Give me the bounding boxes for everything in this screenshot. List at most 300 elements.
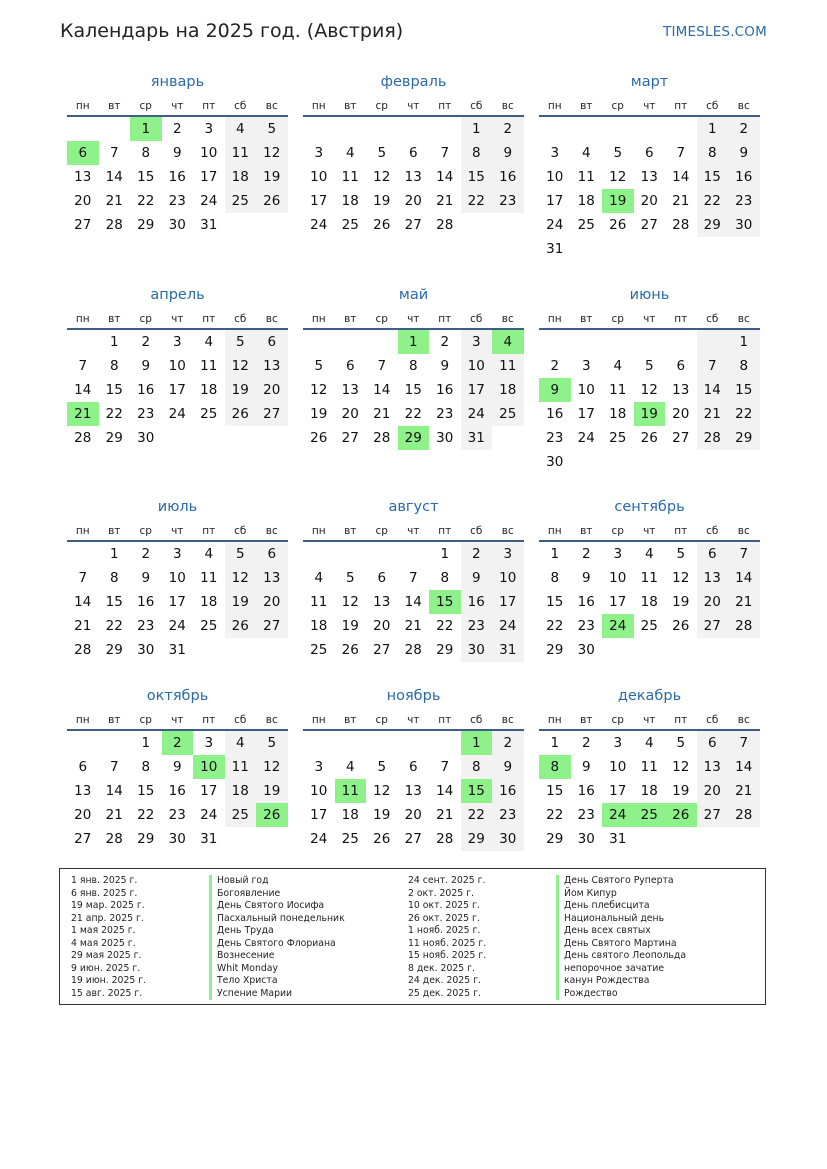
- day-cell: 21: [728, 590, 760, 614]
- day-cell: 18: [341, 193, 359, 209]
- empty-cell: [193, 426, 225, 450]
- weekday-label: пт: [674, 525, 688, 537]
- day-cell: 13: [341, 382, 359, 398]
- empty-cell: [634, 117, 666, 141]
- day-cell: 26: [341, 642, 359, 658]
- day-cell: 6: [408, 145, 418, 161]
- day-cell: 17: [609, 594, 627, 610]
- empty-cell: [256, 213, 288, 237]
- day-cell: 17: [609, 783, 627, 799]
- day-cell: 25: [577, 217, 595, 233]
- day-cell: 17: [168, 382, 186, 398]
- day-cell: 15: [105, 594, 123, 610]
- weekday-label: чт: [643, 100, 656, 112]
- day-grid: [303, 117, 524, 237]
- day-cell: 22: [728, 402, 760, 426]
- weekday-label: вс: [501, 714, 514, 726]
- day-cell: 31: [200, 217, 218, 233]
- day-cell: 14: [74, 594, 92, 610]
- day-cell: 5: [256, 731, 288, 755]
- day-cell: 24: [310, 217, 328, 233]
- weekday-label: пн: [75, 525, 90, 537]
- weekday-label: вт: [344, 313, 357, 325]
- day-cell: 29: [461, 827, 493, 851]
- day-cell: 22: [546, 618, 564, 634]
- empty-cell: [99, 731, 131, 755]
- empty-cell: [303, 542, 335, 566]
- day-cell: 5: [644, 358, 654, 374]
- day-cell: 6: [697, 731, 729, 755]
- day-cell: 12: [310, 382, 328, 398]
- day-cell: 12: [609, 169, 627, 185]
- day-cell: 15: [137, 169, 155, 185]
- day-cell: 3: [613, 546, 623, 562]
- day-cell: 7: [78, 358, 88, 374]
- weekday-label: ср: [375, 100, 388, 112]
- day-grid: [303, 542, 524, 662]
- day-cell: 9: [172, 759, 182, 775]
- day-cell: 28: [373, 430, 391, 446]
- day-cell: 7: [109, 145, 119, 161]
- day-cell: 6: [345, 358, 355, 374]
- day-cell: 5: [613, 145, 623, 161]
- day-cell: 8: [141, 145, 151, 161]
- day-cell: 14: [105, 783, 123, 799]
- day-cell: 8: [461, 755, 493, 779]
- day-cell: 3: [461, 330, 493, 354]
- empty-cell: [366, 330, 398, 354]
- day-cell: 1: [697, 117, 729, 141]
- day-cell: 7: [78, 570, 88, 586]
- empty-cell: [634, 827, 666, 851]
- day-cell: 11: [200, 570, 218, 586]
- day-cell: 30: [168, 217, 186, 233]
- day-cell: 21: [436, 807, 454, 823]
- day-cell: 24: [461, 402, 493, 426]
- empty-cell: [634, 450, 666, 474]
- holiday-date: 24 дек. 2025 г.: [408, 975, 481, 986]
- weekday-header: [539, 523, 760, 542]
- day-cell: 4: [314, 570, 324, 586]
- day-cell: 15: [429, 590, 461, 614]
- weekday-label: ср: [139, 100, 152, 112]
- weekday-label: вт: [580, 313, 593, 325]
- holiday-name: Whit Monday: [209, 963, 345, 976]
- month-name: июль: [157, 499, 198, 515]
- holiday-name: канун Рождества: [556, 975, 686, 988]
- day-cell: 22: [105, 406, 123, 422]
- day-cell: 14: [74, 382, 92, 398]
- month-block: [303, 285, 524, 450]
- day-cell: 26: [256, 189, 288, 213]
- empty-cell: [728, 638, 760, 662]
- day-cell: 26: [609, 217, 627, 233]
- weekday-label: ср: [611, 714, 624, 726]
- day-cell: 19: [256, 779, 288, 803]
- day-cell: 14: [436, 169, 454, 185]
- weekday-header: [303, 523, 524, 542]
- holiday-name: День святого Леопольда: [556, 950, 686, 963]
- empty-cell: [225, 213, 257, 237]
- weekday-label: чт: [171, 525, 184, 537]
- day-cell: 3: [613, 735, 623, 751]
- day-cell: 11: [310, 594, 328, 610]
- day-cell: 21: [728, 779, 760, 803]
- day-cell: 4: [225, 117, 257, 141]
- weekday-label: пт: [674, 100, 688, 112]
- day-cell: 18: [200, 594, 218, 610]
- day-cell: 16: [461, 590, 493, 614]
- empty-cell: [335, 117, 367, 141]
- empty-cell: [665, 237, 697, 261]
- holiday-name: Национальный день: [556, 913, 686, 926]
- day-cell: 10: [492, 566, 524, 590]
- day-cell: 22: [697, 189, 729, 213]
- empty-cell: [398, 542, 430, 566]
- day-cell: 14: [373, 382, 391, 398]
- day-cell: 18: [200, 382, 218, 398]
- brand-link[interactable]: TIMESLES.COM: [663, 24, 767, 40]
- day-cell: 3: [492, 542, 524, 566]
- day-cell: 26: [225, 614, 257, 638]
- day-cell: 9: [492, 755, 524, 779]
- holiday-date: 24 сент. 2025 г.: [408, 875, 486, 886]
- day-cell: 4: [345, 145, 355, 161]
- weekday-header: [303, 712, 524, 731]
- day-cell: 4: [644, 546, 654, 562]
- empty-cell: [67, 117, 99, 141]
- holiday-date: 29 мая 2025 г.: [71, 950, 142, 961]
- day-cell: 8: [539, 755, 571, 779]
- day-cell: 16: [137, 382, 155, 398]
- day-cell: 9: [141, 570, 151, 586]
- day-cell: 14: [728, 566, 760, 590]
- month-block: [539, 285, 760, 474]
- day-cell: 10: [577, 382, 595, 398]
- legend-names-right: [556, 875, 686, 1000]
- weekday-label: сб: [706, 313, 719, 325]
- day-cell: 15: [404, 382, 422, 398]
- month-name: февраль: [380, 74, 447, 90]
- day-cell: 23: [728, 189, 760, 213]
- day-cell: 25: [225, 803, 257, 827]
- day-cell: 9: [581, 759, 591, 775]
- day-cell: 24: [168, 406, 186, 422]
- holiday-name: День всех святых: [556, 925, 686, 938]
- weekday-label: пн: [311, 313, 326, 325]
- day-cell: 4: [345, 759, 355, 775]
- day-cell: 3: [172, 546, 182, 562]
- weekday-label: вс: [737, 100, 750, 112]
- weekday-label: пт: [202, 100, 216, 112]
- weekday-label: пн: [75, 313, 90, 325]
- day-cell: 20: [697, 590, 729, 614]
- month-block: [67, 72, 288, 237]
- month-name: август: [388, 499, 439, 515]
- empty-cell: [193, 638, 225, 662]
- day-cell: 23: [168, 807, 186, 823]
- weekday-label: вт: [108, 100, 121, 112]
- day-cell: 18: [225, 165, 257, 189]
- day-cell: 23: [461, 614, 493, 638]
- day-cell: 23: [546, 430, 564, 446]
- day-cell: 21: [105, 807, 123, 823]
- day-cell: 26: [665, 803, 697, 827]
- day-cell: 7: [697, 354, 729, 378]
- holiday-name: Йом Кипур: [556, 888, 686, 901]
- weekday-label: вт: [108, 313, 121, 325]
- day-cell: 27: [74, 831, 92, 847]
- day-cell: 29: [105, 642, 123, 658]
- empty-cell: [335, 731, 367, 755]
- holiday-name: День Труда: [209, 925, 345, 938]
- empty-cell: [665, 330, 697, 354]
- weekday-label: чт: [643, 714, 656, 726]
- holiday-date: 9 июн. 2025 г.: [71, 962, 141, 974]
- empty-cell: [335, 542, 367, 566]
- day-cell: 25: [492, 402, 524, 426]
- day-cell: 7: [440, 759, 450, 775]
- day-cell: 15: [105, 382, 123, 398]
- day-cell: 27: [697, 803, 729, 827]
- day-grid: [67, 117, 288, 237]
- holiday-name: Успение Марии: [209, 988, 345, 1001]
- holiday-date: 2 окт. 2025 г.: [408, 887, 474, 899]
- day-cell: 1: [550, 546, 560, 562]
- legend-dates-left: [71, 875, 146, 1000]
- day-cell: 28: [728, 803, 760, 827]
- day-cell: 22: [436, 618, 454, 634]
- empty-cell: [99, 117, 131, 141]
- weekday-label: вс: [265, 313, 278, 325]
- day-cell: 24: [168, 618, 186, 634]
- weekday-label: чт: [171, 100, 184, 112]
- day-cell: 2: [581, 546, 591, 562]
- month-name: январь: [150, 74, 205, 90]
- day-cell: 13: [672, 382, 690, 398]
- weekday-label: пт: [202, 525, 216, 537]
- day-cell: 10: [310, 169, 328, 185]
- day-cell: 8: [440, 570, 450, 586]
- day-cell: 9: [728, 141, 760, 165]
- month-block: [303, 72, 524, 237]
- day-cell: 5: [377, 145, 387, 161]
- day-cell: 16: [168, 169, 186, 185]
- day-cell: 7: [440, 145, 450, 161]
- empty-cell: [728, 237, 760, 261]
- weekday-label: пт: [438, 313, 452, 325]
- day-cell: 23: [492, 189, 524, 213]
- page-title: Календарь на 2025 год. (Австрия): [60, 20, 404, 42]
- day-cell: 26: [225, 402, 257, 426]
- day-cell: 21: [404, 618, 422, 634]
- day-cell: 8: [461, 141, 493, 165]
- day-grid: [303, 731, 524, 851]
- day-cell: 25: [225, 189, 257, 213]
- day-cell: 19: [341, 618, 359, 634]
- day-cell: 26: [672, 618, 690, 634]
- holiday-name: Рождество: [556, 988, 686, 1001]
- day-cell: 19: [225, 378, 257, 402]
- day-cell: 20: [640, 193, 658, 209]
- day-cell: 9: [581, 570, 591, 586]
- day-cell: 19: [602, 189, 634, 213]
- weekday-label: пт: [438, 714, 452, 726]
- empty-cell: [335, 330, 367, 354]
- day-cell: 12: [341, 594, 359, 610]
- day-cell: 25: [634, 803, 666, 827]
- day-grid: [539, 542, 760, 662]
- day-cell: 23: [492, 803, 524, 827]
- empty-cell: [571, 117, 603, 141]
- day-cell: 27: [256, 614, 288, 638]
- day-cell: 9: [539, 378, 571, 402]
- day-cell: 22: [137, 807, 155, 823]
- empty-cell: [225, 638, 257, 662]
- day-cell: 3: [204, 121, 214, 137]
- day-cell: 1: [728, 330, 760, 354]
- month-block: [67, 497, 288, 662]
- day-cell: 30: [461, 638, 493, 662]
- day-grid: [303, 330, 524, 450]
- day-cell: 14: [105, 169, 123, 185]
- day-cell: 25: [341, 217, 359, 233]
- weekday-label: вт: [344, 714, 357, 726]
- empty-cell: [602, 450, 634, 474]
- day-cell: 2: [550, 358, 560, 374]
- weekday-header: [67, 311, 288, 330]
- empty-cell: [366, 542, 398, 566]
- weekday-label: сб: [470, 714, 483, 726]
- day-cell: 11: [609, 382, 627, 398]
- month-block: [539, 497, 760, 662]
- weekday-label: пн: [311, 525, 326, 537]
- weekday-label: сб: [706, 100, 719, 112]
- day-cell: 2: [162, 731, 194, 755]
- day-cell: 13: [404, 169, 422, 185]
- weekday-label: ср: [139, 714, 152, 726]
- holiday-date: 26 окт. 2025 г.: [408, 912, 480, 924]
- weekday-label: пн: [75, 100, 90, 112]
- day-cell: 22: [461, 803, 493, 827]
- empty-cell: [256, 638, 288, 662]
- day-cell: 15: [461, 165, 493, 189]
- day-cell: 17: [310, 193, 328, 209]
- day-cell: 28: [436, 831, 454, 847]
- holiday-date: 19 мар. 2025 г.: [71, 900, 145, 911]
- day-cell: 6: [377, 570, 387, 586]
- weekday-label: чт: [407, 100, 420, 112]
- day-cell: 12: [225, 566, 257, 590]
- day-cell: 16: [137, 594, 155, 610]
- day-cell: 16: [436, 382, 454, 398]
- day-cell: 22: [546, 807, 564, 823]
- weekday-label: пн: [547, 525, 562, 537]
- day-cell: 30: [137, 642, 155, 658]
- day-cell: 30: [546, 454, 564, 470]
- day-cell: 3: [204, 735, 214, 751]
- day-cell: 7: [109, 759, 119, 775]
- empty-cell: [225, 426, 257, 450]
- day-cell: 20: [74, 807, 92, 823]
- empty-cell: [571, 450, 603, 474]
- day-cell: 25: [200, 406, 218, 422]
- holiday-name: Тело Христа: [209, 975, 345, 988]
- day-cell: 2: [728, 117, 760, 141]
- day-cell: 24: [546, 217, 564, 233]
- weekday-label: пт: [438, 100, 452, 112]
- day-cell: 5: [314, 358, 324, 374]
- day-cell: 22: [404, 406, 422, 422]
- weekday-label: чт: [407, 714, 420, 726]
- day-cell: 24: [200, 807, 218, 823]
- day-cell: 6: [67, 141, 99, 165]
- weekday-label: вс: [501, 525, 514, 537]
- day-cell: 26: [256, 803, 288, 827]
- day-cell: 27: [672, 430, 690, 446]
- month-name: сентябрь: [614, 499, 685, 515]
- day-cell: 1: [141, 735, 151, 751]
- day-cell: 1: [130, 117, 162, 141]
- day-cell: 2: [440, 334, 450, 350]
- weekday-label: вс: [501, 313, 514, 325]
- day-cell: 20: [256, 378, 288, 402]
- weekday-label: пт: [202, 714, 216, 726]
- empty-cell: [303, 330, 335, 354]
- day-cell: 14: [436, 783, 454, 799]
- day-cell: 29: [398, 426, 430, 450]
- empty-cell: [697, 827, 729, 851]
- holiday-date: 15 авг. 2025 г.: [71, 987, 143, 999]
- day-cell: 6: [644, 145, 654, 161]
- empty-cell: [539, 330, 571, 354]
- day-cell: 21: [74, 618, 92, 634]
- weekday-label: вт: [108, 714, 121, 726]
- day-cell: 20: [341, 406, 359, 422]
- day-cell: 19: [373, 193, 391, 209]
- day-cell: 21: [672, 193, 690, 209]
- day-cell: 8: [408, 358, 418, 374]
- day-cell: 28: [436, 217, 454, 233]
- day-cell: 30: [492, 827, 524, 851]
- day-cell: 16: [168, 783, 186, 799]
- day-cell: 4: [204, 334, 214, 350]
- empty-cell: [634, 237, 666, 261]
- empty-cell: [697, 330, 729, 354]
- day-cell: 20: [74, 193, 92, 209]
- day-cell: 23: [137, 406, 155, 422]
- day-grid: [539, 117, 760, 261]
- holiday-date: 4 мая 2025 г.: [71, 937, 136, 949]
- day-cell: 29: [137, 831, 155, 847]
- day-cell: 13: [697, 566, 729, 590]
- day-cell: 28: [105, 217, 123, 233]
- day-cell: 1: [440, 546, 450, 562]
- day-cell: 25: [310, 642, 328, 658]
- holiday-name: День Святого Мартина: [556, 938, 686, 951]
- day-cell: 30: [577, 831, 595, 847]
- day-cell: 27: [404, 217, 422, 233]
- day-cell: 19: [225, 590, 257, 614]
- weekday-header: [539, 712, 760, 731]
- weekday-label: ср: [139, 313, 152, 325]
- day-cell: 14: [697, 378, 729, 402]
- day-cell: 4: [492, 330, 524, 354]
- day-cell: 4: [204, 546, 214, 562]
- month-block: [539, 72, 760, 261]
- day-cell: 18: [225, 779, 257, 803]
- day-cell: 9: [172, 145, 182, 161]
